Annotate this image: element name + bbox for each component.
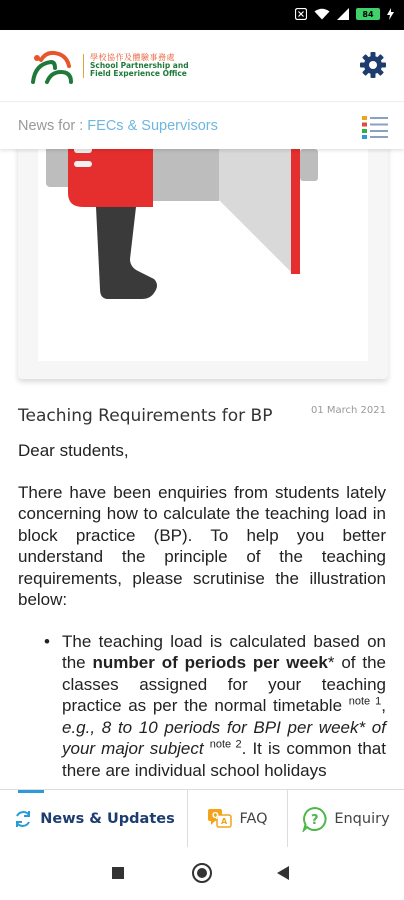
qa-chat-icon bbox=[207, 807, 233, 831]
bullet-italic-text: e.g., 8 to 10 periods for BPI per week* of your major subject bbox=[62, 717, 386, 758]
audience-filter-button[interactable] bbox=[362, 115, 388, 139]
bullet-text-part3: , bbox=[381, 696, 386, 715]
wifi-icon bbox=[314, 8, 330, 20]
battery-icon bbox=[356, 8, 380, 20]
back-icon[interactable] bbox=[277, 866, 289, 880]
gear-icon bbox=[358, 50, 388, 80]
recent-apps-icon[interactable] bbox=[112, 867, 124, 879]
tab-news-updates-label: News & Updates bbox=[40, 811, 175, 827]
logo-text bbox=[83, 54, 189, 78]
article-image-card bbox=[18, 149, 388, 379]
close-box-icon bbox=[295, 8, 307, 20]
article-date: 01 March 2021 bbox=[310, 405, 386, 416]
system-nav-bar bbox=[0, 847, 404, 900]
article-image bbox=[38, 149, 368, 361]
svg-text:?: ? bbox=[311, 813, 319, 828]
tab-enquiry-label: Enquiry bbox=[334, 811, 390, 827]
news-audience-selector[interactable]: FECs & Supervisors bbox=[87, 118, 218, 134]
news-content[interactable] bbox=[0, 149, 404, 789]
question-bubble-icon bbox=[302, 806, 328, 832]
news-for-label: News for : bbox=[18, 118, 84, 134]
article-greeting: Dear students, bbox=[18, 441, 129, 460]
note-2-superscript: note 2 bbox=[209, 738, 242, 751]
bottom-nav bbox=[0, 789, 404, 847]
battery-level: 84 bbox=[362, 9, 374, 19]
news-for-text bbox=[18, 118, 218, 134]
list-filter-icon bbox=[362, 115, 388, 139]
article-title: Teaching Requirements for BP bbox=[18, 406, 273, 426]
refresh-news-icon bbox=[12, 808, 34, 830]
charging-icon bbox=[387, 8, 394, 20]
bullet-text-part4: . It is common that there are individual school holidays bbox=[62, 739, 386, 780]
svg-text:Q: Q bbox=[212, 811, 220, 820]
tab-news-updates[interactable] bbox=[0, 790, 188, 848]
list-item bbox=[44, 631, 386, 782]
tab-faq[interactable] bbox=[188, 790, 288, 848]
svg-text:A: A bbox=[221, 817, 228, 826]
sp-feo-logo bbox=[25, 46, 190, 86]
settings-button[interactable] bbox=[358, 50, 388, 80]
megaphone-icon bbox=[38, 149, 368, 361]
article-body bbox=[18, 440, 386, 781]
logo-english-line1: School Partnership and bbox=[90, 61, 189, 71]
tab-faq-label: FAQ bbox=[239, 811, 268, 827]
news-audience-bar bbox=[0, 103, 404, 149]
article-bullet-list bbox=[18, 631, 386, 782]
article-paragraph: There have been enquiries from students lately concerning how to calculate the teaching load in block practice (BP). To help you better understand the principle of the teaching requirements, please scrutinise the illustration below: bbox=[18, 482, 386, 609]
status-bar bbox=[0, 0, 404, 30]
app-header bbox=[0, 30, 404, 102]
logo-mark-icon bbox=[25, 46, 75, 86]
note-1-superscript: note 1 bbox=[348, 695, 382, 708]
logo-chinese-name: 學校協作及體驗事務處 bbox=[90, 52, 175, 62]
bullet-bold-text: number of periods per week bbox=[92, 653, 328, 672]
home-icon-dot bbox=[197, 868, 207, 878]
bullet-text-part2: * of the classes assigned for your teaching practice as per the normal timetable bbox=[62, 653, 386, 715]
bullet-text-part1: The teaching load is calculated based on the bbox=[62, 631, 386, 672]
logo-english-line2: Field Experience Office bbox=[90, 69, 187, 79]
status-icons bbox=[295, 8, 394, 20]
home-icon[interactable] bbox=[192, 863, 212, 883]
tab-enquiry[interactable] bbox=[288, 790, 404, 848]
signal-icon bbox=[337, 8, 349, 20]
